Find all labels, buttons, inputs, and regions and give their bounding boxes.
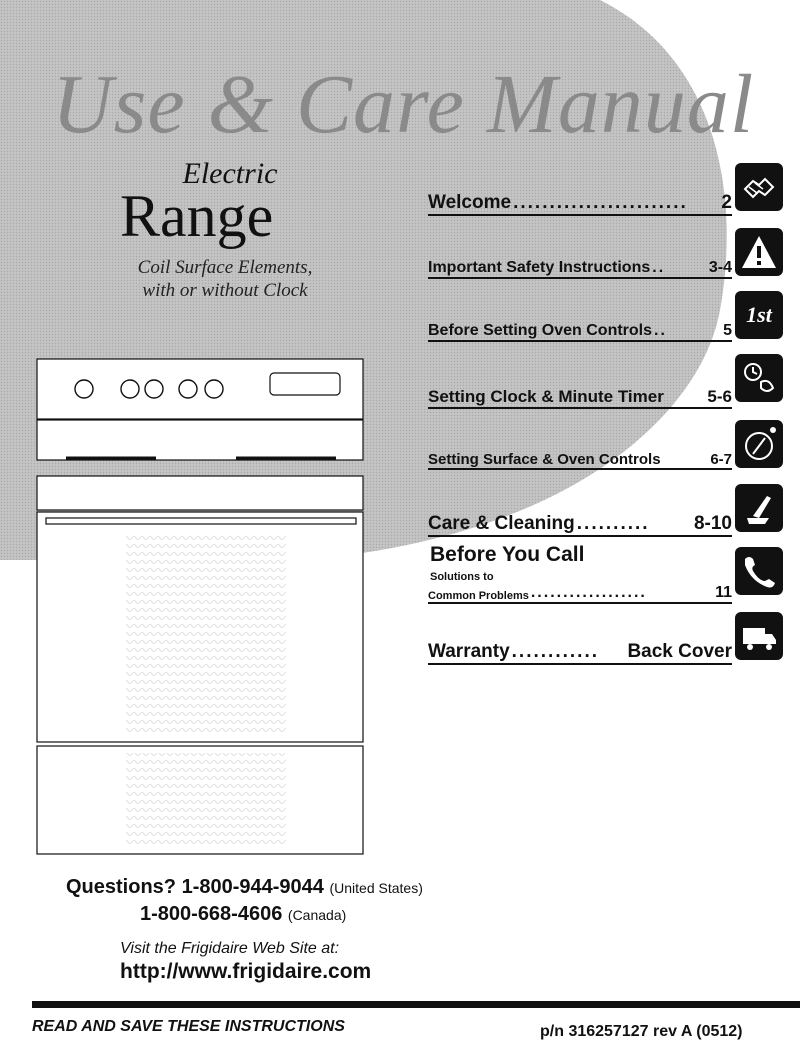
- toc-page: 8-10: [693, 513, 732, 534]
- questions-line: [66, 876, 423, 899]
- questions-label: Questions?: [66, 876, 177, 898]
- toc-page: Back Cover: [627, 641, 732, 662]
- toc-page: 2: [721, 192, 732, 213]
- toc-care-cleaning[interactable]: [428, 513, 732, 537]
- subtitle-line-1: Solutions to: [430, 571, 494, 583]
- clock-timer-icon: [735, 354, 783, 402]
- toc-label: Important Safety Instructions: [428, 259, 651, 276]
- visit-text: Visit the Frigidaire Web Site at:: [120, 940, 340, 957]
- toc-leader: ..: [654, 322, 667, 339]
- canada-country: (Canada): [287, 907, 347, 923]
- toc-leader: ........................: [513, 192, 688, 213]
- us-phone[interactable]: 1-800-944-9044: [181, 876, 324, 898]
- toc-label: Setting Clock & Minute Timer: [428, 387, 664, 406]
- phone-icon: [735, 547, 783, 595]
- toc-before-call[interactable]: [428, 584, 732, 604]
- toc-warranty[interactable]: [428, 641, 732, 665]
- first-icon-text: 1st: [746, 302, 772, 327]
- toc-safety[interactable]: [428, 259, 732, 279]
- toc-leader: ..........: [576, 513, 650, 534]
- toc-page: 3-4: [708, 259, 732, 276]
- subtitle-line-2: with or without Clock: [142, 280, 308, 301]
- toc-leader: ............: [511, 641, 600, 662]
- product-subtitle: [105, 256, 345, 302]
- toc-label: Setting Surface & Oven Controls: [428, 451, 661, 468]
- toc-before-call-subtitle: [430, 570, 494, 584]
- oven-controls-icon: [735, 420, 783, 468]
- website-link[interactable]: http://www.frigidaire.com: [120, 960, 372, 983]
- toc-label: Welcome: [428, 192, 512, 213]
- toc-page: 5-6: [707, 387, 732, 406]
- subtitle-line-1: Coil Surface Elements,: [137, 257, 313, 278]
- us-country: (United States): [329, 880, 423, 896]
- toc-label: Before Setting Oven Controls: [428, 322, 653, 339]
- toc-page: 5: [723, 322, 732, 339]
- toc-label: Warranty: [428, 641, 510, 662]
- cleaning-icon: [735, 484, 783, 532]
- toc-label: Care & Cleaning: [428, 513, 575, 534]
- toc-leader: ..: [652, 259, 666, 276]
- product-name: Range: [120, 183, 274, 249]
- toc-clock-timer[interactable]: [428, 387, 732, 409]
- manual-title: Use & Care Manual: [52, 58, 755, 151]
- range-illustration: [36, 358, 366, 858]
- toc-before-setting[interactable]: [428, 322, 732, 342]
- canada-phone[interactable]: 1-800-668-4606: [140, 903, 283, 925]
- warning-icon: [735, 228, 783, 276]
- toc-page: 11: [715, 584, 732, 601]
- toc-welcome[interactable]: [428, 192, 732, 216]
- toc-before-call-title[interactable]: Before You Call: [430, 543, 585, 566]
- toc-leader: ..................: [530, 584, 647, 601]
- truck-icon: [735, 612, 783, 660]
- toc-surface-oven[interactable]: [428, 451, 732, 470]
- read-save-notice: READ AND SAVE THESE INSTRUCTIONS: [32, 1018, 345, 1035]
- product-type: Electric: [182, 157, 278, 190]
- part-number: p/n 316257127 rev A (0512): [540, 1023, 743, 1040]
- toc-page: 6-7: [710, 451, 732, 468]
- toc-label: Common Problems: [428, 590, 529, 602]
- first-icon: [735, 291, 783, 339]
- footer-divider: [32, 1001, 800, 1008]
- canada-line: [140, 903, 346, 926]
- handshake-icon: [735, 163, 783, 211]
